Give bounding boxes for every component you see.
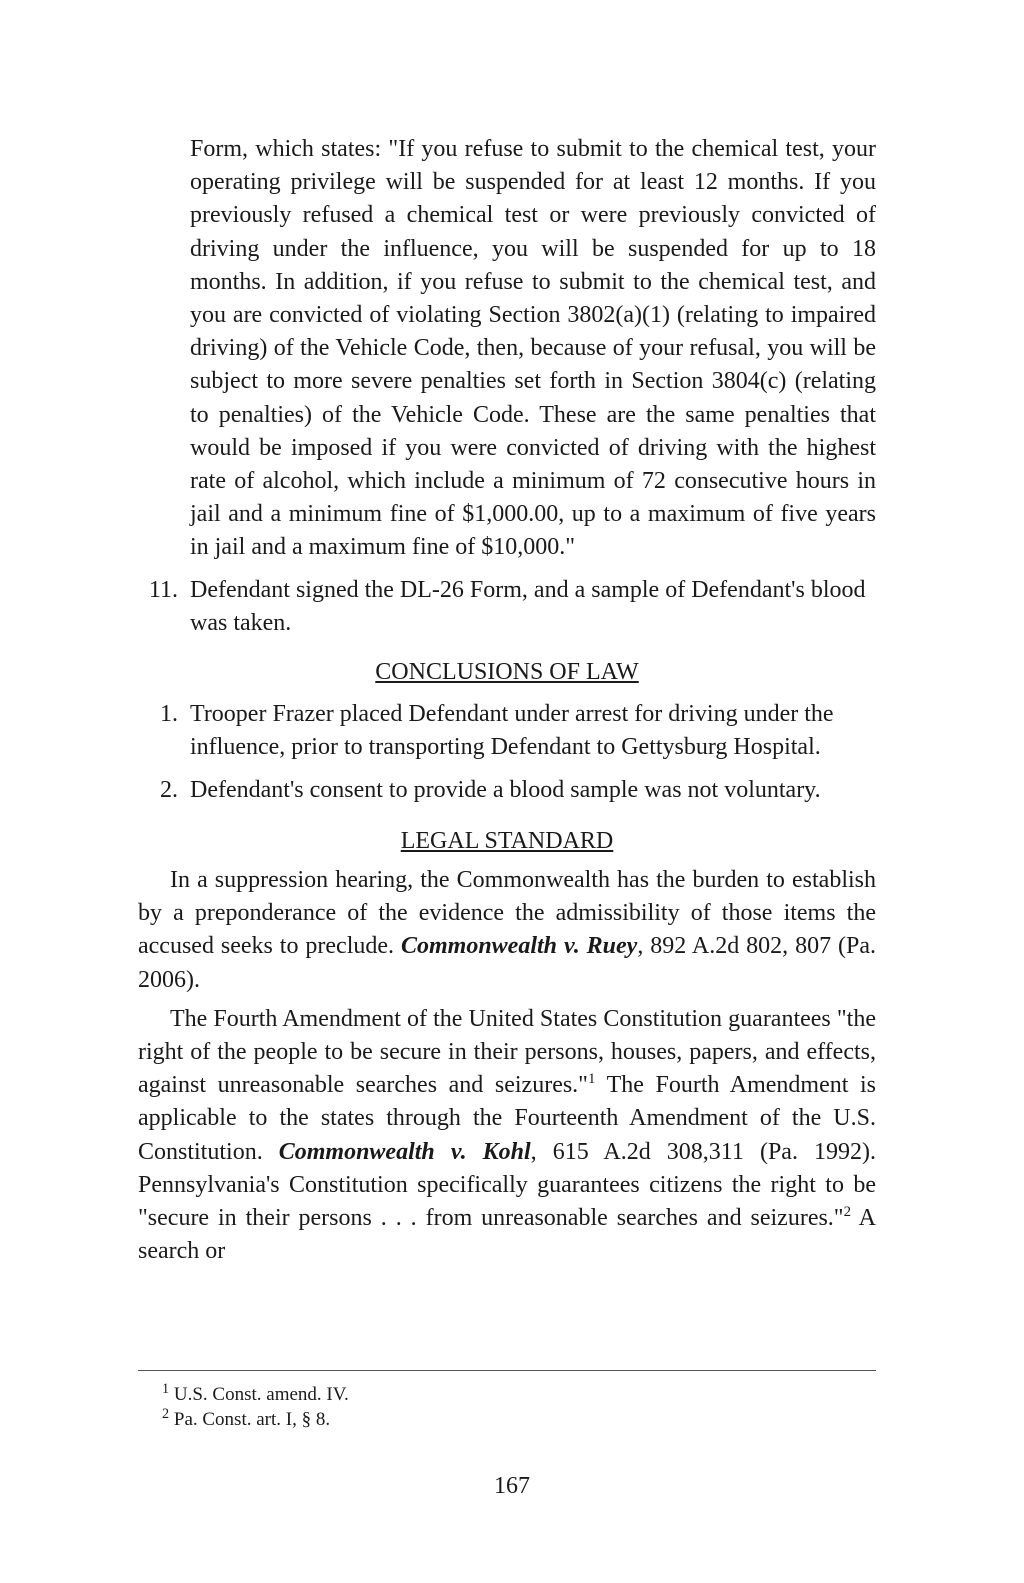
conclusion-number: 2.	[160, 776, 178, 803]
conclusions-heading: CONCLUSIONS OF LAW	[375, 659, 639, 686]
finding-11	[138, 574, 876, 640]
footnote-text: U.S. Const. amend. IV.	[169, 1384, 349, 1405]
footnote-mark: 1	[162, 1380, 170, 1397]
footnote-ref-2[interactable]: 2	[843, 1204, 852, 1221]
conclusion-text: Trooper Frazer placed Defendant under arrest for driving under the influence, prior to transporting Defendant to Gettysburg Hospital.	[190, 701, 834, 761]
conclusion-1	[138, 698, 876, 764]
document-body	[138, 133, 876, 1269]
conclusion-2	[138, 774, 876, 807]
conclusion-number: 1.	[160, 701, 178, 728]
footnotes	[162, 1382, 349, 1432]
dl26-warning-quote: Form, which states: "If you refuse to submit to the chemical test, your operating privilege will be suspended for at least 12 months. If you previously refused a chemical test or were previously convicted of driving under the influence, you will be suspended for up to 18 months. In addition, if you refuse to submit to the chemical test, and you are convicted of violating Section 3802(a)(1) (relating to impaired driving) of the Vehicle Code, then, because of your refusal, you will be subject to more severe penalties set forth in Section 3804(c) (relating to penalties) of the Vehicle Code. These are the same penalties that would be imposed if you were convicted of driving with the highest rate of alcohol, which include a minimum of 72 consecutive hours in jail and a minimum fine of $1,000.00, up to a maximum of five years in jail and a maximum fine of $10,000."	[190, 136, 876, 561]
footnote-2	[162, 1407, 349, 1432]
legal-standard-heading: LEGAL STANDARD	[400, 827, 614, 854]
footnote-mark: 2	[162, 1405, 170, 1422]
footnote-text: Pa. Const. art. I, § 8.	[169, 1409, 331, 1430]
case-citation: Commonwealth v. Kohl	[278, 1138, 531, 1165]
paragraph-text: , 615 A.2d 308,311 (Pa. 1992). Pennsylvania's Constitution specifically guarantees citizens the right to be "secure in their persons . . . from unreasonable searches and seizures."	[138, 1138, 876, 1232]
paragraph-text: , 892 A.2d 802, 807 (Pa. 2006).	[138, 933, 876, 993]
paragraph-fourth-amendment	[138, 1003, 876, 1269]
page-number: 167	[494, 1473, 530, 1499]
case-citation: Commonwealth v. Ruey	[400, 933, 638, 960]
finding-text: Defendant signed the DL-26 Form, and a sample of Defendant's blood was taken.	[190, 576, 866, 636]
footnote-1	[162, 1382, 349, 1407]
footnote-ref-1[interactable]: 1	[587, 1071, 596, 1088]
finding-number: 11.	[148, 576, 178, 603]
conclusion-text: Defendant's consent to provide a blood sample was not voluntary.	[190, 776, 821, 803]
paragraph-text: In a suppression hearing, the Commonwealth has the burden to establish by a preponderance of the evidence the admissibility of those items the accused seeks to preclude.	[138, 867, 876, 960]
paragraph-burden	[138, 864, 876, 997]
paragraph-text: A search or	[138, 1205, 876, 1265]
paragraph-text: The Fourth Amendment of the United States Constitution guarantees "the right of the people to be secure in their persons, houses, papers, and effects, against unreasonable searches and seizures."	[138, 1005, 876, 1099]
paragraph-text: The Fourth Amendment is applicable to the states through the Fourteenth Amendment of the U.S. Constitution.	[138, 1072, 876, 1165]
footnote-divider	[138, 1370, 876, 1371]
